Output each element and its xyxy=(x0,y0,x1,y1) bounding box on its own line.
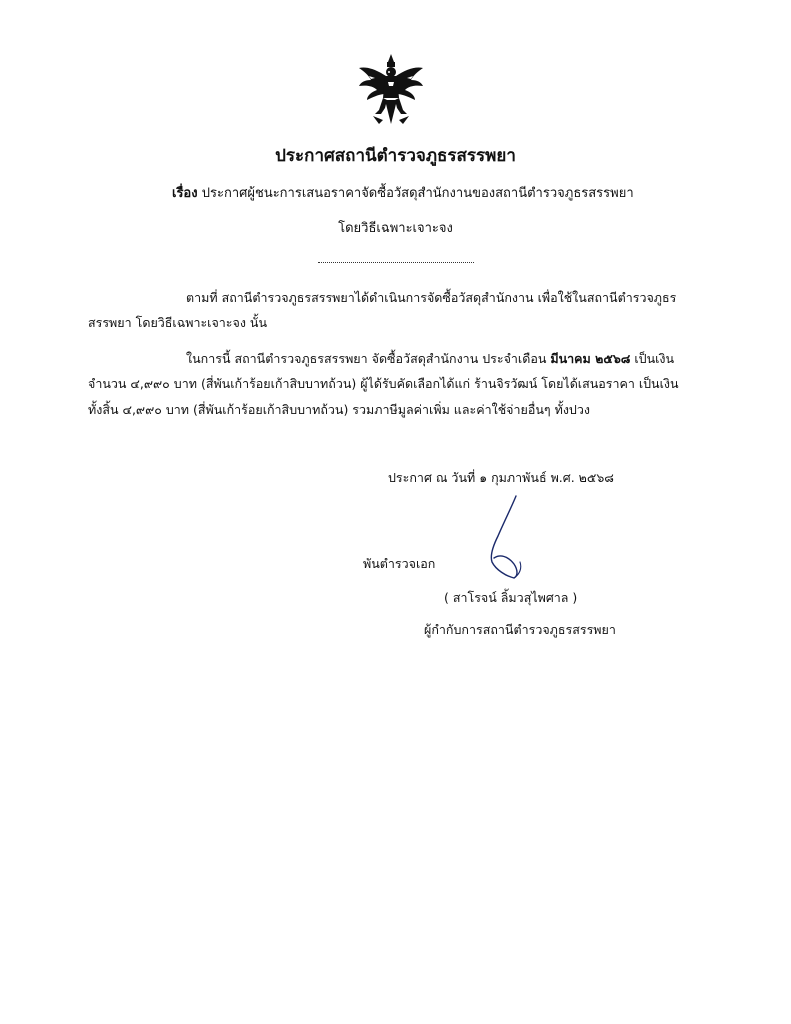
paragraph-2-line-3: ทั้งสิ้น ๔,๙๙๐ บาท (สี่พันเก้าร้อยเก้าสิบบาทถ้วน) รวมภาษีมูลค่าเพิ่ม และค่าใช้จ่ายอื่นๆ ทั้งปวง xyxy=(88,402,590,417)
paragraph-2-amount-label: เป็นเงิน xyxy=(634,351,675,366)
subject-line xyxy=(172,182,634,203)
procurement-month: มีนาคม ๒๕๖๘ xyxy=(550,351,631,366)
paragraph-1-line-1: ตามที่ สถานีตำรวจภูธรสรรพยาได้ดำเนินการจัดซื้อวัสดุสำนักงาน เพื่อใช้ในสถานีตำรวจภูธร xyxy=(186,290,677,305)
dotted-divider xyxy=(318,262,474,263)
signer-name: ( สาโรจน์ ลิ้มวสุไพศาล ) xyxy=(444,590,578,605)
document-title: ประกาศสถานีตำรวจภูธรสรรพยา xyxy=(275,146,516,166)
paragraph-2-line-2: จำนวน ๔,๙๙๐ บาท (สี่พันเก้าร้อยเก้าสิบบาทถ้วน) ผู้ได้รับคัดเลือกได้แก่ ร้านจิรวัฒน์ โดยได้เสนอราคา เป็นเงิน xyxy=(88,376,679,391)
handwritten-signature xyxy=(478,492,538,584)
paragraph-1-line-2: สรรพยา โดยวิธีเฉพาะเจาะจง นั้น xyxy=(88,315,267,330)
subject-label: เรื่อง xyxy=(172,186,198,201)
signer-position: ผู้กำกับการสถานีตำรวจภูธรสรรพยา xyxy=(424,622,616,637)
announcement-date: ประกาศ ณ วันที่ ๑ กุมภาพันธ์ พ.ศ. ๒๕๖๘ xyxy=(388,470,614,485)
procurement-method: โดยวิธีเฉพาะเจาะจง xyxy=(338,221,453,236)
signer-rank: พันตำรวจเอก xyxy=(363,556,436,571)
paragraph-2-line-1 xyxy=(186,349,674,369)
garuda-emblem-icon xyxy=(357,52,425,126)
subject-text: ประกาศผู้ชนะการเสนอราคาจัดซื้อวัสดุสำนักงานของสถานีตำรวจภูธรสรรพยา xyxy=(201,186,634,201)
paragraph-2-intro: ในการนี้ สถานีตำรวจภูธรสรรพยา จัดซื้อวัสดุสำนักงาน ประจำเดือน xyxy=(186,351,547,366)
